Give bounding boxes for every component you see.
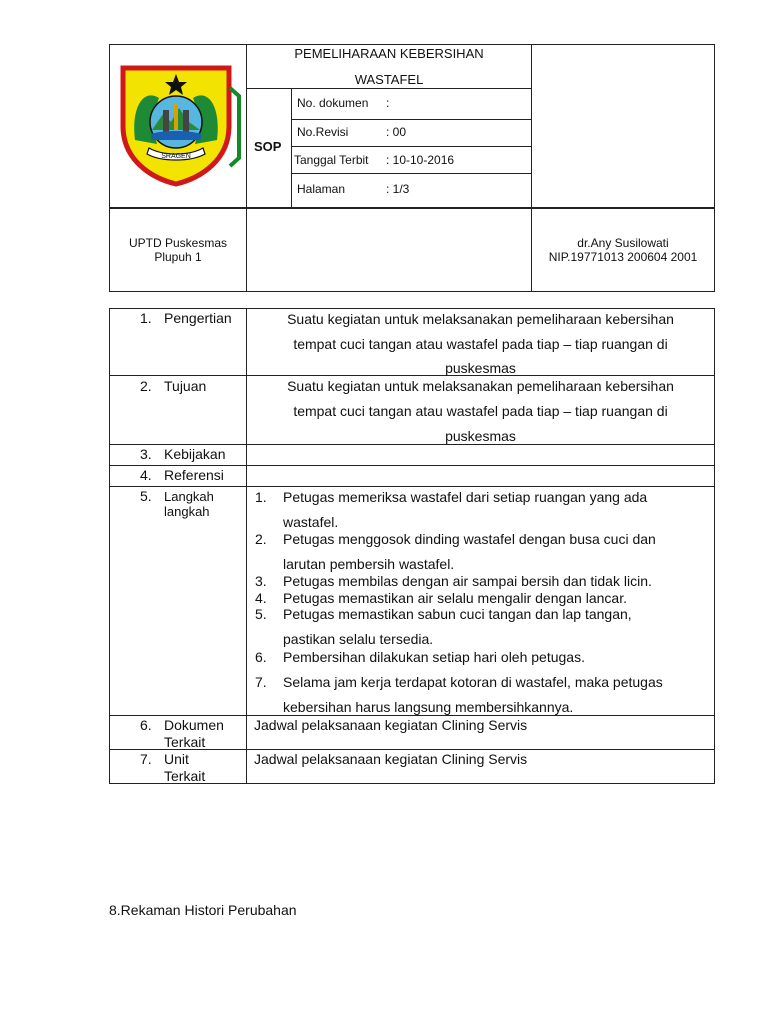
- step-number: 5.: [255, 606, 267, 622]
- field-value-doc-number: :: [386, 96, 390, 110]
- step-text-line: kebersihan harus langsung membersihkannya.: [283, 699, 574, 715]
- purpose-text-line-2: tempat cuci tangan atau wastafel pada tiap – tiap ruangan di: [293, 403, 668, 419]
- svg-text:SRAGEN: SRAGEN: [161, 153, 191, 160]
- step-text-line: wastafel.: [283, 514, 339, 530]
- step-number: 4.: [255, 590, 267, 606]
- section-number-5: 5.: [140, 488, 152, 504]
- field-value-page: : 1/3: [386, 182, 410, 196]
- step-text-line: Selama jam kerja terdapat kotoran di wastafel, maka petugas: [283, 674, 663, 690]
- field-label-doc-number: No. dokumen: [297, 96, 369, 110]
- section-label-steps-line-1: Langkah: [164, 489, 214, 504]
- section-label-pengertian: Pengertian: [164, 310, 232, 326]
- purpose-text-line-3: puskesmas: [445, 428, 516, 444]
- definition-text-line-2: tempat cuci tangan atau wastafel pada tiap – tiap ruangan di: [293, 336, 668, 352]
- section-label-related-docs-line-1: Dokumen: [164, 717, 224, 733]
- step-number: 7.: [255, 674, 267, 690]
- step-text-line: Petugas membilas dengan air sampai bersih dan tidak licin.: [283, 573, 652, 589]
- organization-line-1: UPTD Puskesmas: [128, 236, 228, 250]
- step-text-line: Petugas memastikan sabun cuci tangan dan lap tangan,: [283, 606, 632, 622]
- definition-text-line-1: Suatu kegiatan untuk melaksanakan pemeliharaan kebersihan: [287, 311, 674, 327]
- step-number: 6.: [255, 649, 267, 665]
- step-text-line: Pembersihan dilakukan setiap hari oleh petugas.: [283, 649, 585, 665]
- section-label-steps-line-2: langkah: [164, 504, 210, 519]
- related-units-text: Jadwal pelaksanaan kegiatan Clining Servis: [254, 751, 528, 767]
- field-label-issue-date: Tanggal Terbit: [294, 153, 369, 167]
- step-text-line: pastikan selalu tersedia.: [283, 631, 434, 647]
- signer-nip: NIP.19771013 200604 2001: [548, 250, 698, 264]
- step-text-line: Petugas menggosok dinding wastafel dengan busa cuci dan: [283, 531, 656, 547]
- definition-text-line-3: puskesmas: [445, 360, 516, 376]
- section-label-related-docs-line-2: Terkait: [164, 734, 206, 750]
- section-number-6: 6.: [140, 717, 152, 733]
- step-number: 1.: [255, 489, 267, 505]
- organization-line-2: Plupuh 1: [154, 250, 202, 264]
- field-value-issue-date: : 10-10-2016: [386, 153, 455, 167]
- signer-name: dr.Any Susilowati: [577, 236, 669, 250]
- document-title-line-1: PEMELIHARAAN KEBERSIHAN: [294, 46, 484, 61]
- section-number-1: 1.: [140, 310, 152, 326]
- section-label-related-units-line-2: Terkait: [164, 768, 206, 784]
- document-title-line-2: WASTAFEL: [354, 72, 424, 87]
- section-label-kebijakan: Kebijakan: [164, 446, 226, 462]
- purpose-text-line-1: Suatu kegiatan untuk melaksanakan pemeliharaan kebersihan: [287, 378, 674, 394]
- sop-label: SOP: [254, 139, 282, 154]
- section-number-4: 4.: [140, 467, 152, 483]
- step-number: 2.: [255, 531, 267, 547]
- section-number-3: 3.: [140, 446, 152, 462]
- section-number-2: 2.: [140, 378, 152, 394]
- section-number-7: 7.: [140, 751, 152, 767]
- step-text-line: larutan pembersih wastafel.: [283, 556, 455, 572]
- regency-emblem-logo: [117, 64, 245, 188]
- field-label-page: Halaman: [297, 182, 346, 196]
- step-text-line: Petugas memastikan air selalu mengalir dengan lancar.: [283, 590, 627, 606]
- section-label-referensi: Referensi: [164, 467, 224, 483]
- section-label-related-units-line-1: Unit: [164, 751, 189, 767]
- field-value-revision: : 00: [386, 125, 407, 139]
- step-number: 3.: [255, 573, 267, 589]
- related-docs-text: Jadwal pelaksanaan kegiatan Clining Servis: [254, 717, 528, 733]
- section-label-tujuan: Tujuan: [164, 378, 207, 394]
- field-label-revision: No.Revisi: [297, 125, 349, 139]
- change-history-heading: 8.Rekaman Histori Perubahan: [109, 902, 297, 918]
- step-text-line: Petugas memeriksa wastafel dari setiap ruangan yang ada: [283, 489, 648, 505]
